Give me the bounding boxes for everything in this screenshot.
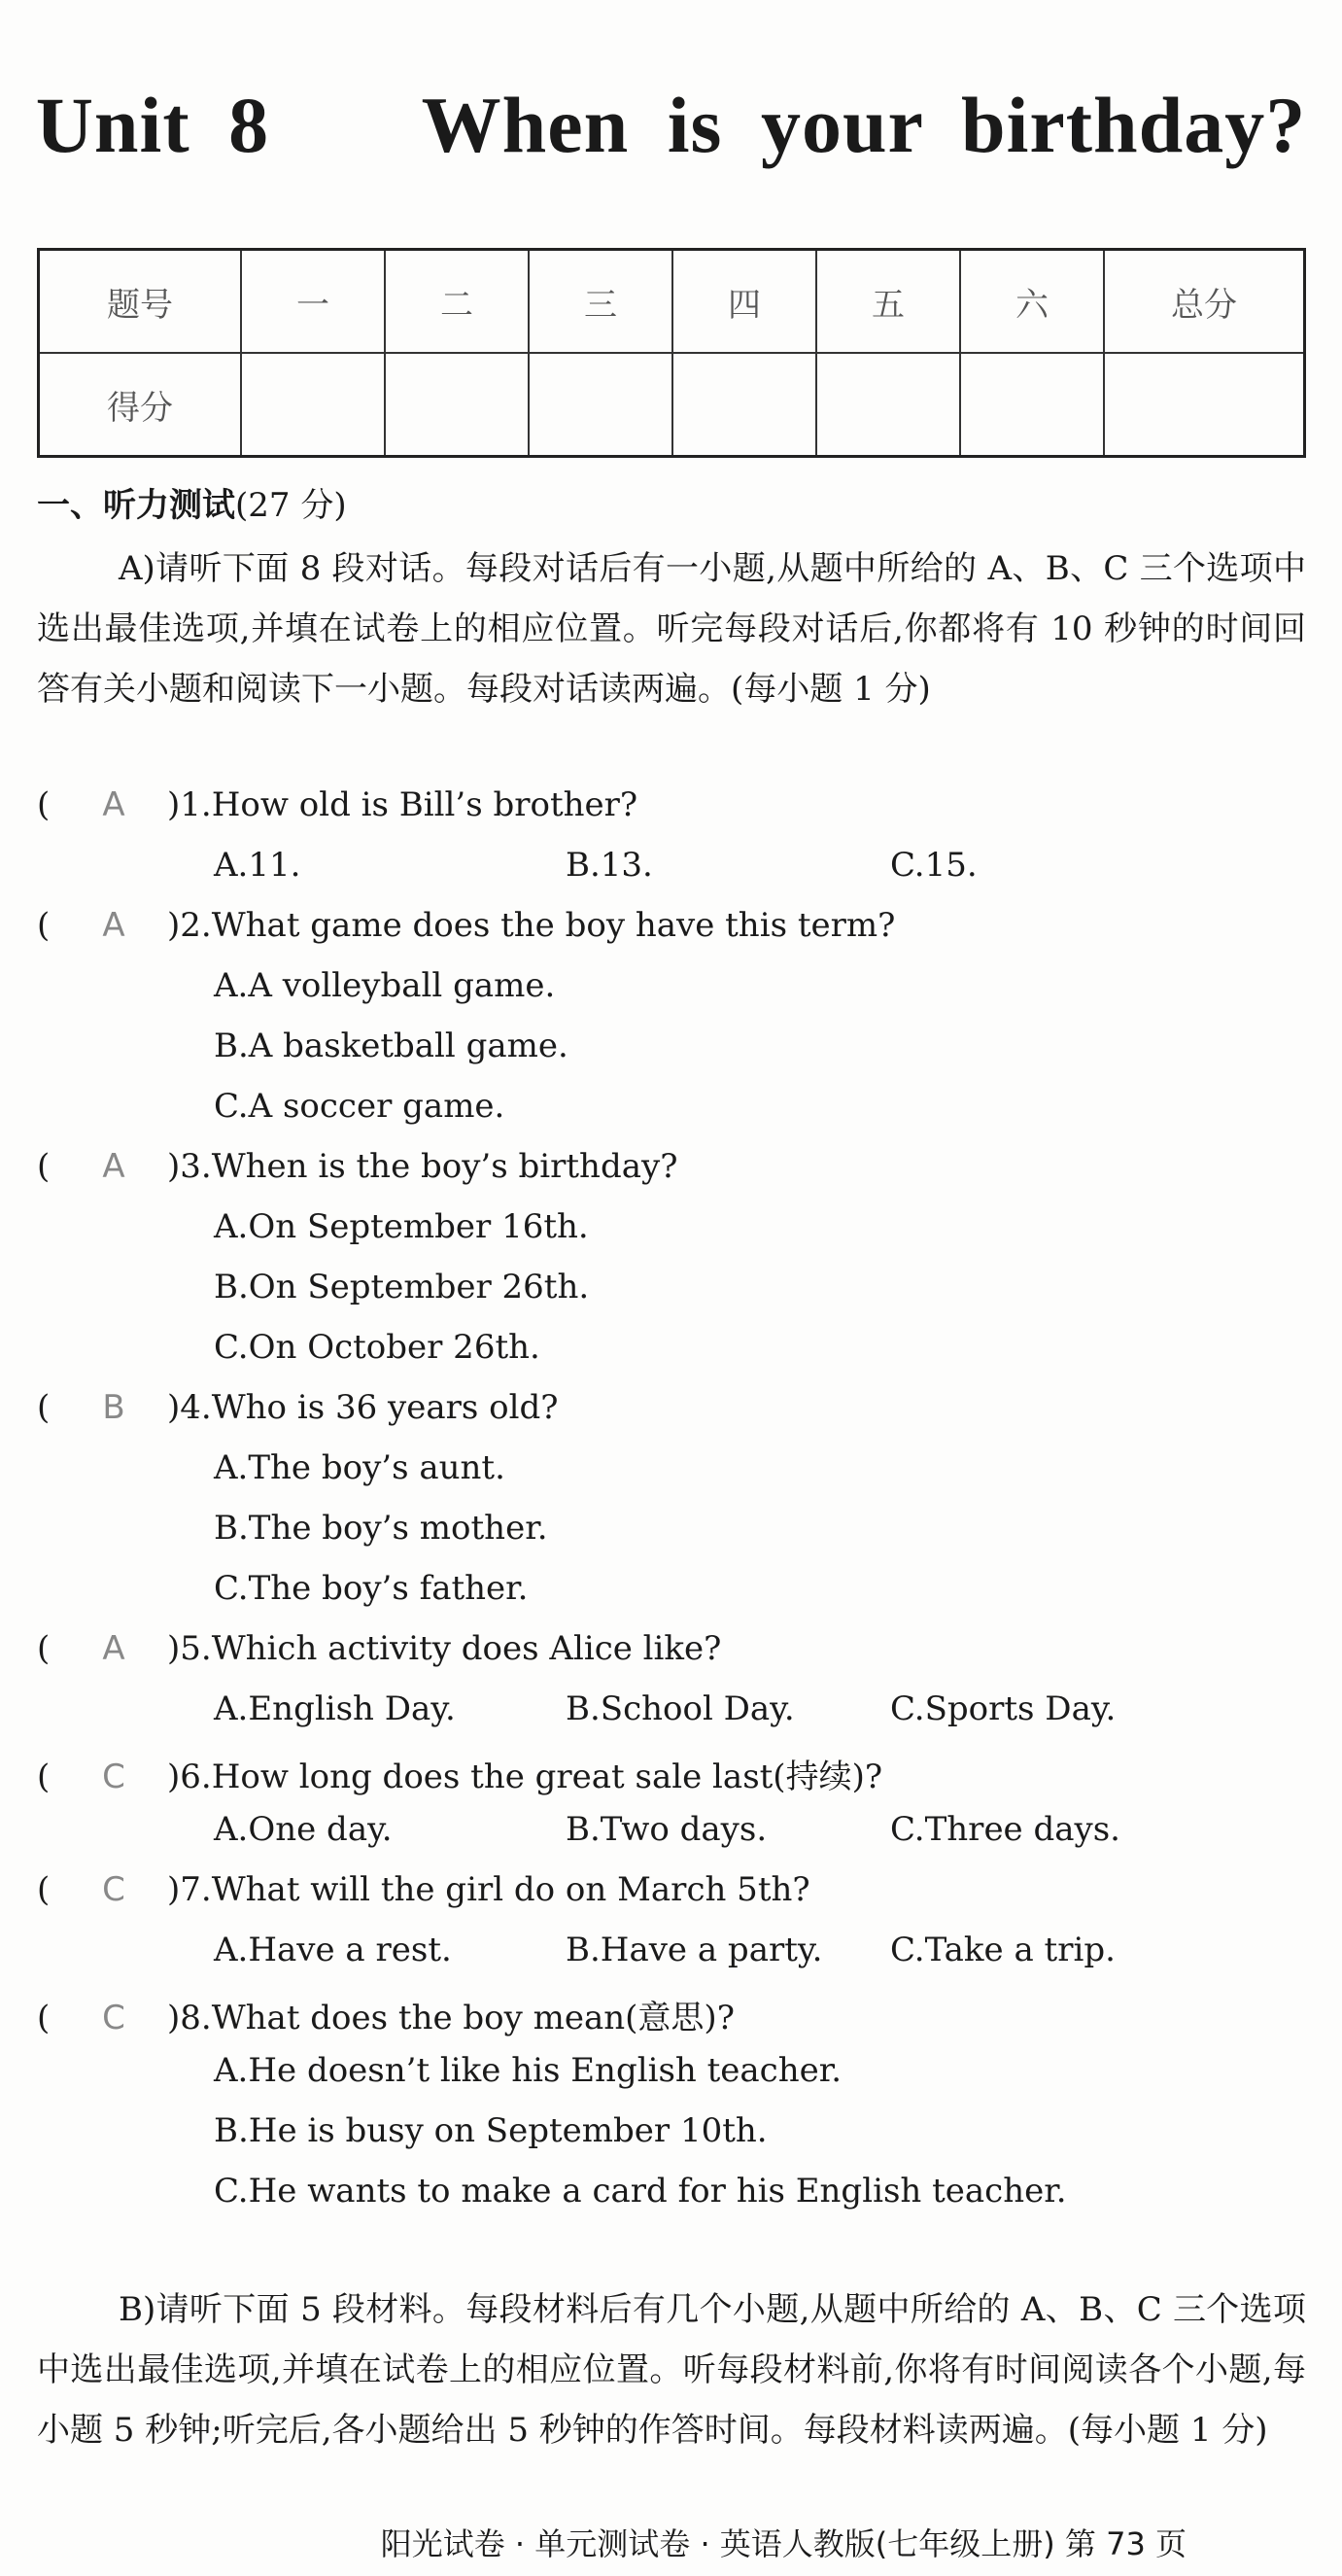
option: B.The boy’s mother. — [214, 1509, 548, 1548]
option: A.Have a rest. — [214, 1931, 452, 1969]
score-input-cell[interactable] — [960, 353, 1104, 457]
option: C.The boy’s father. — [214, 1569, 529, 1608]
option: B.He is busy on September 10th. — [214, 2111, 768, 2150]
score-table-score-row — [39, 353, 1305, 457]
option: C.He wants to make a card for his English teacher. — [214, 2172, 1067, 2210]
score-header-cell: 三 — [529, 250, 672, 354]
question-stem: )5.Which activity does Alice like? — [167, 1629, 722, 1668]
answer-paren: ( — [37, 1629, 51, 1668]
answer-paren: ( — [37, 1999, 51, 2037]
part-a-instructions-text: A)请听下面 8 段对话。每段对话后有一小题,从题中所给的 A、B、C 三个选项中选出最佳选项,并填在试卷上的相应位置。听完每段对话后,你都将有 10 秒钟的时间回答有关小题和阅读下一小题。每段对话读两遍。(每小题 1 分) — [37, 549, 1306, 709]
question-8 — [37, 1991, 735, 2038]
answer-paren: ( — [37, 906, 51, 945]
part-b-instructions-text: B)请听下面 5 段材料。每段材料后有几个小题,从题中所给的 A、B、C 三个选项中选出最佳选项,并填在试卷上的相应位置。听每段材料前,你将有时间阅读各个小题,每小题 5 秒钟;听完后,各小题给出 5 秒钟的作答时间。每段材料读两遍。(每小题 1 分) — [37, 2290, 1306, 2450]
question-stem: )7.What will the girl do on March 5th? — [167, 1870, 810, 1909]
question-5 — [37, 1629, 721, 1668]
score-input-cell[interactable] — [816, 353, 960, 457]
option: A.On September 16th. — [214, 1207, 589, 1246]
option: B.Have a party. — [566, 1931, 823, 1969]
option: A.English Day. — [214, 1689, 456, 1728]
answer-paren: ( — [37, 1870, 51, 1909]
question-stem: )1.How old is Bill’s brother? — [167, 785, 638, 824]
score-header-cell: 四 — [672, 250, 816, 354]
option: C.On October 26th. — [214, 1328, 540, 1367]
option: C.Three days. — [890, 1810, 1120, 1849]
answer-blank[interactable]: C — [102, 1870, 125, 1909]
answer-blank[interactable]: A — [102, 1147, 125, 1186]
option: C.15. — [890, 846, 978, 885]
answer-blank[interactable]: A — [102, 1629, 125, 1668]
answer-blank[interactable]: B — [102, 1388, 125, 1427]
question-6 — [37, 1750, 882, 1797]
option: A.One day. — [214, 1810, 393, 1849]
score-table — [37, 248, 1306, 458]
score-input-cell[interactable] — [241, 353, 385, 457]
question-stem: )3.When is the boy’s birthday? — [167, 1147, 678, 1186]
answer-paren: ( — [37, 1758, 51, 1796]
option: C.A soccer game. — [214, 1087, 505, 1126]
question-4 — [37, 1388, 558, 1427]
question-stem: )8.What does the boy mean(意思)? — [167, 1999, 735, 2037]
part-b-instructions — [37, 2280, 1306, 2460]
question-stem: )2.What game does the boy have this term? — [167, 906, 896, 945]
score-header-cell: 一 — [241, 250, 385, 354]
question-stem: )4.Who is 36 years old? — [167, 1388, 559, 1427]
option: B.On September 26th. — [214, 1268, 590, 1306]
option: A.A volleyball game. — [214, 966, 556, 1005]
answer-blank[interactable]: C — [102, 1999, 125, 2037]
option: C.Take a trip. — [890, 1931, 1116, 1969]
score-header-cell: 五 — [816, 250, 960, 354]
page-footer: 阳光试卷 · 单元测试卷 · 英语人教版(七年级上册) 第 73 页 — [380, 2525, 1187, 2562]
question-3 — [37, 1147, 677, 1186]
answer-blank[interactable]: A — [102, 785, 125, 824]
answer-paren: ( — [37, 1388, 51, 1427]
score-header-cell: 六 — [960, 250, 1104, 354]
answer-blank[interactable]: C — [102, 1758, 125, 1796]
page-title: Unit 8 When is your birthday? — [35, 81, 1307, 169]
option: A.11. — [214, 846, 301, 885]
section-title-text: 一、听力测试 — [37, 486, 235, 525]
section-title — [37, 478, 347, 526]
section-points: (27 分) — [235, 486, 347, 525]
score-input-cell[interactable] — [672, 353, 816, 457]
answer-blank[interactable]: A — [102, 906, 125, 945]
question-2 — [37, 906, 895, 945]
question-1 — [37, 785, 637, 824]
option: B.13. — [566, 846, 653, 885]
score-header-cell: 题号 — [39, 250, 242, 354]
score-table-header-row — [39, 250, 1305, 354]
score-header-cell: 二 — [385, 250, 529, 354]
score-row-label: 得分 — [39, 353, 242, 457]
option: B.Two days. — [566, 1810, 768, 1849]
score-input-cell[interactable] — [1104, 353, 1305, 457]
option: B.School Day. — [566, 1689, 795, 1728]
option: A.The boy’s aunt. — [214, 1448, 505, 1487]
answer-paren: ( — [37, 785, 51, 824]
option: A.He doesn’t like his English teacher. — [214, 2051, 843, 2090]
question-stem: )6.How long does the great sale last(持续)? — [167, 1758, 883, 1796]
part-a-instructions — [37, 539, 1306, 719]
score-input-cell[interactable] — [529, 353, 672, 457]
score-header-cell: 总分 — [1104, 250, 1305, 354]
answer-paren: ( — [37, 1147, 51, 1186]
option: B.A basketball game. — [214, 1027, 568, 1065]
question-7 — [37, 1870, 810, 1909]
option: C.Sports Day. — [890, 1689, 1117, 1728]
score-input-cell[interactable] — [385, 353, 529, 457]
